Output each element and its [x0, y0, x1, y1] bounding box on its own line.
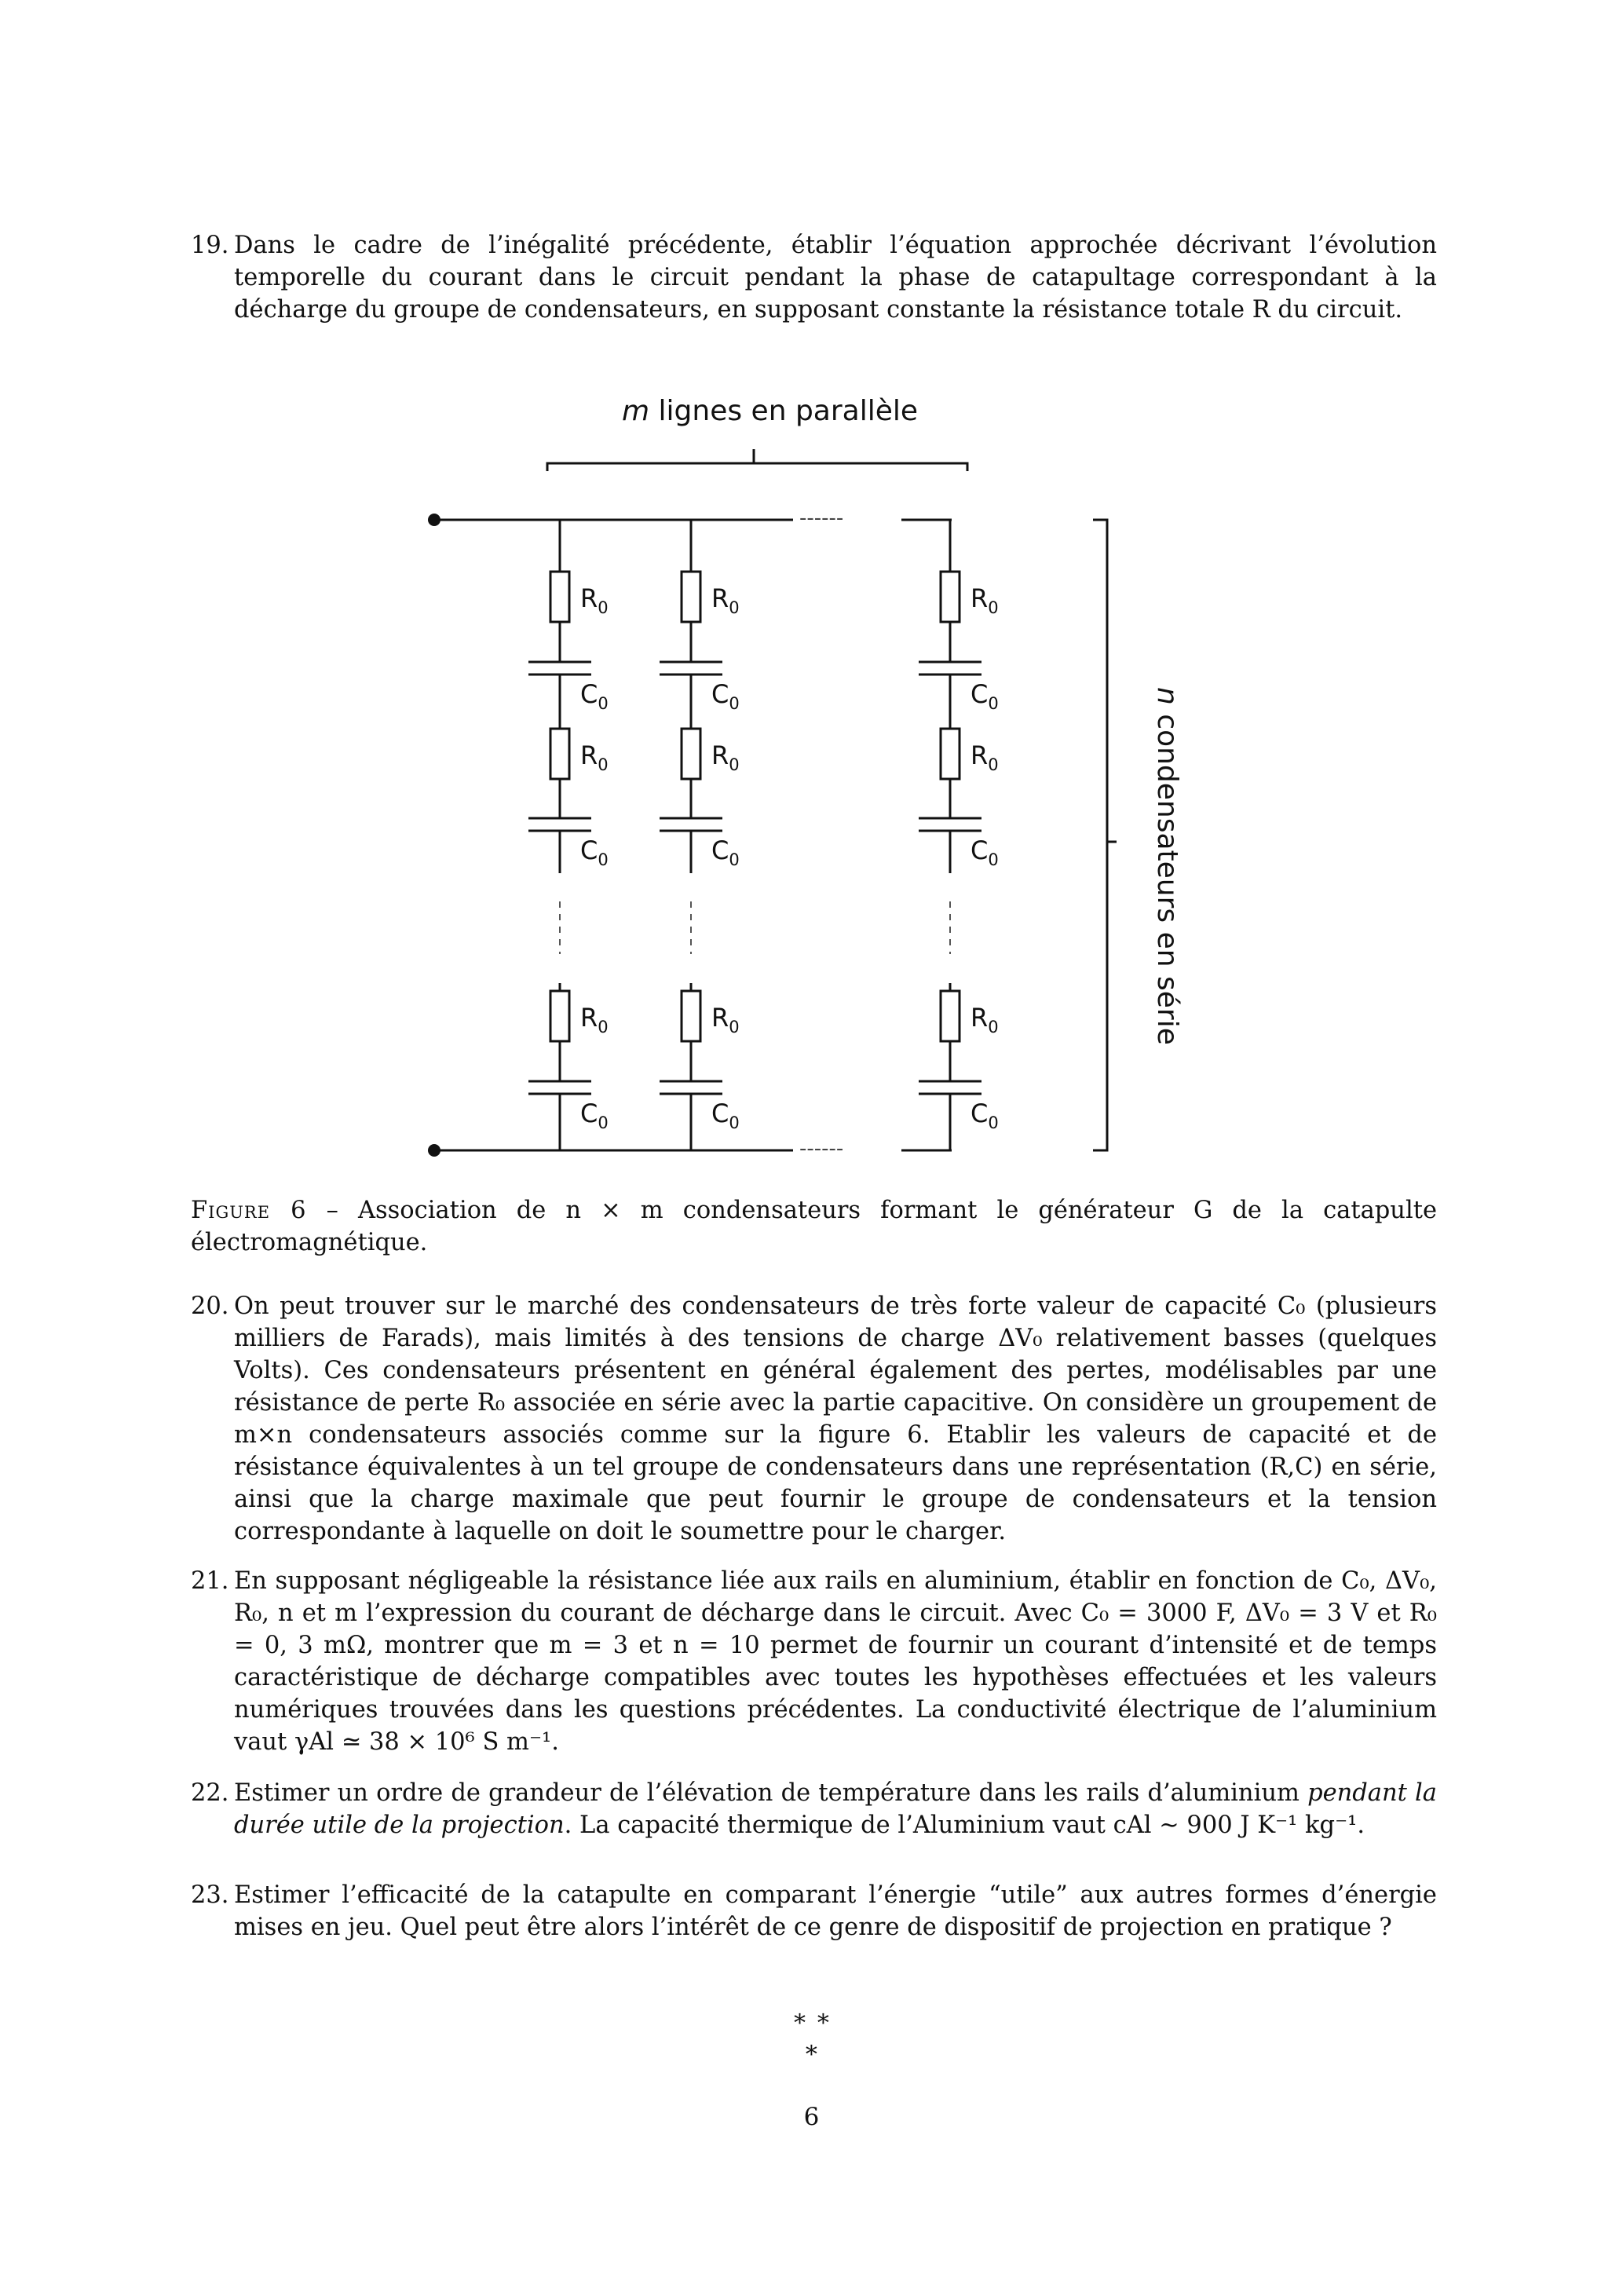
resistor-label: $R_0$: [580, 740, 609, 774]
branch-labels: [580, 583, 999, 1132]
resistor-label: $R_0$: [971, 740, 999, 774]
resistor-r0: [550, 729, 569, 779]
question-text: Dans le cadre de l’inégalité précédente, établir l’équation approchée décrivant l’évolution temporelle du courant dans le circuit pendant la phase de catapultage correspondant à la décharge du groupe de condensateurs, en supposant constante la résistance totale R du circuit.: [234, 232, 1437, 324]
question-20: [191, 1290, 1437, 1548]
figure-caption: [191, 1194, 1437, 1259]
section-stars-bottom: ∗: [803, 2036, 820, 2064]
terminal-bottom: [428, 1144, 440, 1157]
resistor-r0: [682, 991, 700, 1041]
right-brace: [1093, 520, 1107, 1150]
resistor-r0: [941, 572, 960, 622]
resistor-r0: [941, 729, 960, 779]
question-number: 22.: [191, 1779, 229, 1807]
resistor-label: $R_0$: [580, 583, 609, 617]
resistor-label: $R_0$: [711, 740, 740, 774]
resistor-r0: [550, 991, 569, 1041]
capacitor-label: $C_0$: [971, 835, 999, 869]
capacitor-label: $C_0$: [971, 1099, 999, 1132]
capacitor-label: $C_0$: [580, 1099, 609, 1132]
resistor-r0: [682, 572, 700, 622]
resistor-r0: [941, 991, 960, 1041]
resistor-label: $R_0$: [711, 583, 740, 617]
capacitor-label: $C_0$: [711, 1099, 740, 1132]
caption-text: Association de n × m condensateurs formant le générateur G de la catapulte électromagnétique.: [191, 1197, 1438, 1256]
question-21: [191, 1565, 1437, 1758]
capacitor-label: $C_0$: [711, 835, 740, 869]
question-number: 20.: [191, 1292, 229, 1320]
capacitor-label: $C_0$: [580, 835, 609, 869]
section-stars-top: ∗ ∗: [791, 2005, 832, 2032]
capacitor-label: $C_0$: [971, 679, 999, 713]
capacitor-label: $C_0$: [580, 679, 609, 713]
resistor-r0: [550, 572, 569, 622]
resistor-r0: [682, 729, 700, 779]
page-number: 6: [803, 2103, 820, 2131]
side-label: n condensateurs en série: [1151, 687, 1183, 1045]
capacitor-label: $C_0$: [711, 679, 740, 713]
question-text: En supposant négligeable la résistance liée aux rails en aluminium, établir en fonction de C₀, ΔV₀, R₀, n et m l’expression du courant de décharge dans le circuit. Avec C₀ = 3000 F, ΔV₀ = 3 V et R₀ = 0, 3 mΩ, montrer que m = 3 et n = 10 permet de fournir un courant d’intensité et de temps caractéristique de décharge compatibles avec toutes les hypothèses effectuées et les valeurs numériques trouvées dans les questions précédentes. La conductivité électrique de l’aluminium vaut γAl ≃ 38 × 10⁶ S m⁻¹.: [234, 1567, 1437, 1756]
resistor-label: $R_0$: [711, 1003, 740, 1036]
question-22: [191, 1777, 1437, 1841]
caption-figure-word: Figure 6: [191, 1197, 307, 1224]
question-number: 21.: [191, 1567, 229, 1595]
top-brace: [547, 463, 967, 471]
top-label: m lignes en parallèle: [622, 395, 919, 427]
question-19: [191, 229, 1437, 326]
top-rail-dots: ------: [799, 506, 844, 530]
question-text: Estimer un ordre de grandeur de l’élévation de température dans les rails d’aluminium pendant la durée utile de la projection. La capacité thermique de l’Aluminium vaut cAl ∼ 900 J K⁻¹ kg⁻¹.: [234, 1779, 1437, 1839]
resistor-label: $R_0$: [971, 583, 999, 617]
question-text: On peut trouver sur le marché des condensateurs de très forte valeur de capacité C₀ (plusieurs milliers de Farads), mais limités à des tensions de charge ΔV₀ relativement basses (quelques Volts). Ces condensateurs présentent en général également des pertes, modélisables par une résistance de perte R₀ associée en série avec la partie capacitive. On considère un groupement de m×n condensateurs associés comme sur la figure 6. Etablir les valeurs de capacité et de résistance équivalentes à un tel groupe de condensateurs dans une représentation (R,C) en série, ainsi que la charge maximale que peut fournir le groupe de condensateurs et la tension correspondante à laquelle on doit le soumettre pour le charger.: [234, 1292, 1437, 1545]
question-number: 23.: [191, 1881, 229, 1909]
resistor-label: $R_0$: [971, 1003, 999, 1036]
question-text: Estimer l’efficacité de la catapulte en comparant l’énergie “utile” aux autres formes d’énergie mises en jeu. Quel peut être alors l’intérêt de ce genre de dispositif de projection en pratique ?: [234, 1881, 1437, 1941]
figure-6-circuit: [424, 389, 1209, 1174]
resistor-label: $R_0$: [580, 1003, 609, 1036]
question-23: [191, 1879, 1437, 1943]
caption-dash: –: [306, 1197, 358, 1224]
bottom-rail-dots: ------: [799, 1137, 844, 1161]
terminal-top: [428, 514, 440, 526]
question-number: 19.: [191, 232, 229, 259]
